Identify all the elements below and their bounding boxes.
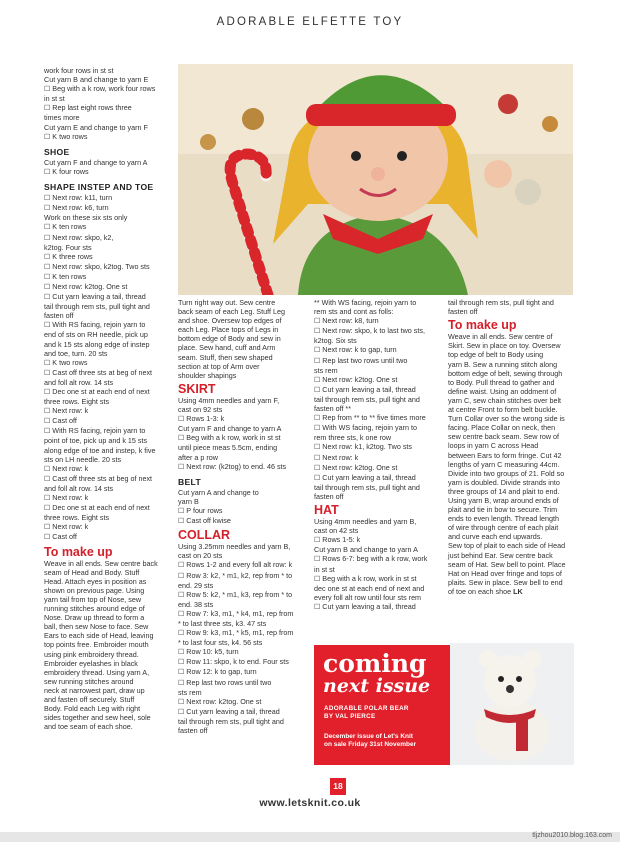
instruction-line-checkbox: ☐ Rep last eight rows three bbox=[44, 103, 172, 113]
instruction-line: fasten off bbox=[314, 491, 344, 501]
instruction-line: sts on LH needle. 20 sts bbox=[44, 454, 122, 464]
column-1 bbox=[44, 66, 172, 731]
body-line: Using yarn B, wrap around ends of bbox=[448, 495, 559, 505]
make-up-text bbox=[44, 559, 172, 732]
body-line: sides together and sew heel, sole bbox=[44, 713, 151, 723]
footer-bar bbox=[0, 832, 620, 842]
instruction-line-checkbox: ☐ Row 3: k2, * m1, k2, rep from * to bbox=[178, 571, 306, 581]
collar-heading: COLLAR bbox=[178, 528, 231, 543]
column-4 bbox=[448, 298, 576, 596]
instruction-line: in st st bbox=[314, 564, 335, 574]
instruction-line-checkbox: ☐ Next row: k2tog. One st bbox=[314, 375, 442, 385]
info-line: December issue of Let's Knit bbox=[324, 733, 413, 740]
skirt-heading: SKIRT bbox=[178, 381, 216, 396]
instruction-line: sts rem bbox=[178, 687, 202, 697]
instruction-line-checkbox: ☐ Next row: k2tog. One st bbox=[314, 463, 442, 473]
instruction-line-checkbox: ☐ With WS facing, rejoin yarn to bbox=[314, 423, 442, 433]
body-line: back seam of each Leg. Stuff Leg bbox=[178, 307, 285, 317]
instruction-line: tail through rem sts, pull tight and bbox=[314, 482, 420, 492]
body-line: plaits. Sew in place. Sew bell to end bbox=[448, 577, 563, 587]
instruction-line-checkbox: ☐ Row 11: skpo, k to end. Four sts bbox=[178, 657, 306, 667]
sign-off: LK bbox=[513, 586, 523, 596]
body-line: Weave in all ends. Sew centre of bbox=[448, 332, 553, 342]
instruction-line: yarn B bbox=[178, 496, 199, 506]
instruction-line: sts rem bbox=[314, 365, 338, 375]
instruction-line: fasten off bbox=[44, 311, 74, 321]
coming-next-issue-box bbox=[314, 645, 450, 765]
polar-bear-photo bbox=[450, 643, 574, 765]
instruction-line-checkbox: ☐ Next row: skpo, k2, bbox=[44, 233, 172, 243]
body-line: three groups of 14 and plait to end. bbox=[448, 486, 560, 496]
instruction-line: k2tog. Four sts bbox=[44, 242, 92, 252]
body-line-final bbox=[448, 587, 576, 596]
body-line: just behind Ear. Sew centre back bbox=[448, 550, 553, 560]
instruction-line-checkbox: ☐ Next row: k11, turn bbox=[44, 193, 172, 203]
instruction-line-checkbox: ☐ K ten rows bbox=[44, 222, 172, 232]
body-line: section at top of Arm over bbox=[178, 361, 260, 371]
instruction-line-checkbox: ☐ Next row: k1, k2tog. Two sts bbox=[314, 442, 442, 452]
body-line: seam. Stuff, then sew shaped bbox=[178, 352, 273, 362]
instruction-line-checkbox: ☐ Beg with a k row, work in st st bbox=[178, 433, 306, 443]
instruction-line-checkbox: ☐ Rows 1-5: k bbox=[314, 535, 442, 545]
body-line: yarn tail from top of Nose, sew bbox=[44, 594, 142, 604]
instruction-line: end. 38 sts bbox=[178, 599, 214, 609]
instruction-line: work four rows in st st bbox=[44, 66, 114, 75]
next-issue-subtitle bbox=[324, 705, 409, 721]
instruction-line-checkbox: ☐ Cast off three sts at beg of next bbox=[44, 474, 172, 484]
instruction-line: Cut yarn B and change to yarn A bbox=[314, 545, 418, 555]
next-issue-info bbox=[324, 733, 416, 749]
body-line: Embroider eyelashes in black bbox=[44, 658, 138, 668]
instruction-line-checkbox: ☐ Cut yarn leaving a tail, thread bbox=[314, 602, 442, 612]
body-line: Skirt. Sew in place on toy. Oversew bbox=[448, 341, 561, 351]
instruction-line: Cut yarn B and change to yarn E bbox=[44, 75, 149, 85]
instruction-line-checkbox: ☐ Next row: k6, turn bbox=[44, 203, 172, 213]
body-line: and toe seam of each shoe. bbox=[44, 722, 133, 732]
instruction-line-checkbox: ☐ Next row: k bbox=[314, 453, 442, 463]
instruction-line-checkbox: ☐ K ten rows bbox=[44, 272, 172, 282]
body-line: of wire through centre of each plait bbox=[448, 523, 559, 533]
instruction-line: tail through rem sts, pull tight and bbox=[44, 302, 150, 312]
body-line: plait and tie in bow to secure. Trim bbox=[448, 505, 558, 515]
col1-intro bbox=[44, 66, 172, 142]
instruction-line-checkbox: ☐ Next row: k8, turn bbox=[314, 316, 442, 326]
instruction-line-checkbox: ☐ Next row: k bbox=[44, 522, 172, 532]
instruction-line: after a p row bbox=[178, 452, 218, 462]
instruction-line: rem three sts, k one row bbox=[314, 433, 392, 443]
instruction-line-checkbox: ☐ Next row: k to gap, turn bbox=[314, 345, 442, 355]
body-line: Turn right way out. Sew centre bbox=[178, 298, 276, 307]
instruction-line-checkbox: ☐ Cast off bbox=[44, 416, 172, 426]
instruction-line: Cut yarn E and change to yarn F bbox=[44, 122, 148, 132]
instruction-line-checkbox: ☐ Next row: k2tog. One st bbox=[44, 282, 172, 292]
body-line: and shoe. Oversew top edges of bbox=[178, 316, 282, 326]
make-up-heading-2: To make up bbox=[448, 318, 517, 333]
instruction-line: along edge of toe and instep, k five bbox=[44, 445, 156, 455]
instruction-line-checkbox: ☐ Beg with a k row, work four rows bbox=[44, 84, 172, 94]
watermark: tljzhou2010.blog.163.com bbox=[532, 832, 612, 839]
next-issue-title: next issue bbox=[323, 675, 431, 697]
instruction-line-checkbox: ☐ K four rows bbox=[44, 167, 172, 177]
instruction-line-checkbox: ☐ Row 12: k to gap, turn bbox=[178, 667, 306, 677]
body-line: Sew top of plait to each side of Head bbox=[448, 541, 566, 551]
body-line: neck at narrowest part, draw up bbox=[44, 685, 145, 695]
instruction-line-checkbox: ☐ Cut yarn leaving a tail, thread bbox=[314, 385, 442, 395]
body-line: each Leg. Place tops of Legs in bbox=[178, 325, 279, 335]
instruction-line-checkbox: ☐ Next row: k2tog. One st bbox=[178, 697, 306, 707]
instruction-line: every foll alt row until four sts rem bbox=[314, 592, 422, 602]
body-line: Ears to each side of Head, leaving bbox=[44, 631, 154, 641]
elfette-photo bbox=[178, 64, 573, 295]
body-line: sew centre back seam. Sew row of bbox=[448, 432, 560, 442]
instruction-line: dec one st at each end of next and bbox=[314, 583, 425, 593]
instruction-line-checkbox: ☐ K two rows bbox=[44, 358, 172, 368]
body-line-text: of toe on each shoe bbox=[448, 586, 512, 596]
belt-heading: BELT bbox=[178, 476, 201, 487]
instep-heading: SHAPE INSTEP AND TOE bbox=[44, 182, 154, 193]
instruction-line-checkbox: ☐ With RS facing, rejoin yarn to bbox=[44, 426, 172, 436]
instruction-line-checkbox: ☐ Cast off kwise bbox=[178, 516, 306, 526]
instruction-line: until piece meas 5.5cm, ending bbox=[178, 443, 278, 453]
instruction-line-checkbox: ☐ Row 9: k3, m1, * k5, m1, rep from bbox=[178, 628, 306, 638]
instruction-line-checkbox: ☐ Rep last two rows until two bbox=[314, 356, 442, 366]
instruction-line-checkbox: ☐ Next row: skpo, k2tog. Two sts bbox=[44, 262, 172, 272]
instruction-line-checkbox: ☐ Row 5: k2, * m1, k3, rep from * to bbox=[178, 590, 306, 600]
instruction-line: tail through rem sts, pull tight and bbox=[178, 716, 284, 726]
instruction-line: cast on 92 sts bbox=[178, 405, 223, 415]
body-line: yarn C, sew chain stitches over belt bbox=[448, 395, 562, 405]
body-line: ends to even length. Thread length bbox=[448, 514, 559, 524]
body-line: top points free. Embroider mouth bbox=[44, 640, 149, 650]
body-line: seam of Head and Body. Stuff bbox=[44, 567, 140, 577]
instruction-line: Using 3.25mm needles and yarn B, bbox=[178, 542, 291, 552]
instruction-line-checkbox: ☐ Cut yarn leaving a tail, thread bbox=[314, 473, 442, 483]
body-line: sew running stitches around bbox=[44, 676, 134, 686]
instruction-line-checkbox: ☐ Rows 1-3: k bbox=[178, 414, 306, 424]
instruction-line: in st st bbox=[44, 94, 65, 104]
instruction-line: and foll alt row. 14 sts bbox=[44, 483, 114, 493]
page-number: 18 bbox=[330, 778, 346, 795]
body-line: top edge of belt to Body using bbox=[448, 350, 544, 360]
make-up-heading: To make up bbox=[44, 544, 113, 559]
instruction-line: and k 15 sts along edge of instep bbox=[44, 339, 150, 349]
instruction-line-checkbox: ☐ Rows 1-2 and every foll alt row: k bbox=[178, 560, 306, 570]
instruction-line-checkbox: ☐ Rows 6-7: beg with a k row, work bbox=[314, 554, 442, 564]
body-line: Nose. Draw up thread to form a bbox=[44, 613, 145, 623]
instruction-line: cast on 20 sts bbox=[178, 551, 223, 561]
instruction-line-checkbox: ☐ Next row: k bbox=[44, 464, 172, 474]
instruction-line-checkbox: ☐ Next row: k bbox=[44, 406, 172, 416]
subtitle-line: BY VAL PIERCE bbox=[324, 713, 376, 720]
body-line: Weave in all ends. Sew centre back bbox=[44, 558, 158, 568]
instruction-line: end. 29 sts bbox=[178, 580, 214, 590]
page-header-title: ADORABLE ELFETTE TOY bbox=[216, 16, 404, 28]
body-line: fasten off bbox=[448, 307, 478, 317]
instruction-line-checkbox: ☐ Row 7: k3, m1, * k4, m1, rep from bbox=[178, 609, 306, 619]
shoe-heading: SHOE bbox=[44, 146, 70, 157]
instruction-line-checkbox: ☐ Next row: (k2tog) to end. 46 sts bbox=[178, 462, 306, 472]
instruction-line-checkbox: ☐ K two rows bbox=[44, 132, 172, 142]
body-line: shown on previous page. Using bbox=[44, 585, 145, 595]
body-line: and fasten off securely. Stuff bbox=[44, 695, 135, 704]
instruction-line: Using 4mm needles and yarn B, bbox=[314, 517, 417, 527]
body-line: Body. Fold each Leg with right bbox=[44, 704, 141, 714]
instruction-line: k2tog. Six sts bbox=[314, 336, 357, 346]
body-line: running stitches around edge of bbox=[44, 604, 145, 614]
instruction-line-checkbox: ☐ Dec one st at each end of next bbox=[44, 503, 172, 513]
instruction-line: Work on these six sts only bbox=[44, 213, 128, 223]
instruction-line: * to last three sts, k3. 47 sts bbox=[178, 619, 267, 628]
instruction-line: Using 4mm needles and yarn F, bbox=[178, 395, 280, 405]
instruction-line: three rows. Eight sts bbox=[44, 397, 110, 407]
instruction-line: rem sts and cont as folls: bbox=[314, 307, 394, 317]
body-line: between Ears to form fringe. Cut 42 bbox=[448, 450, 562, 460]
instruction-line: cast on 42 sts bbox=[314, 526, 359, 536]
instruction-line: tail through rem sts, pull tight and bbox=[314, 394, 420, 404]
instruction-line-checkbox: ☐ K three rows bbox=[44, 252, 172, 262]
instruction-line: fasten off ** bbox=[314, 404, 352, 414]
column-2 bbox=[178, 298, 306, 735]
instruction-line-checkbox: ☐ Cast off three sts at beg of next bbox=[44, 368, 172, 378]
instruction-line-checkbox: ☐ With RS facing, rejoin yarn to bbox=[44, 320, 172, 330]
instruction-line-checkbox: ☐ Row 10: k5, turn bbox=[178, 647, 306, 657]
instep-list bbox=[44, 193, 172, 542]
body-line: using pink embroidery thread. bbox=[44, 649, 139, 659]
body-line: Hat on Head over fringe and tops of bbox=[448, 568, 562, 578]
instruction-line: Cut yarn A and change to bbox=[178, 487, 259, 497]
subtitle-line: ADORABLE POLAR BEAR bbox=[324, 705, 409, 712]
instruction-line-checkbox: ☐ Rep last two rows until two bbox=[178, 678, 306, 688]
instruction-line: times more bbox=[44, 113, 80, 123]
instruction-line-checkbox: ☐ Cut yarn leaving a tail, thread bbox=[44, 292, 172, 302]
body-line: tail through rem sts, pull tight and bbox=[448, 298, 554, 307]
body-line: Turn Collar over so the wrong side is bbox=[448, 414, 565, 424]
instruction-line-checkbox: ☐ Rep from ** to ** five times more bbox=[314, 413, 442, 423]
instruction-line-checkbox: ☐ Dec one st at each end of next bbox=[44, 387, 172, 397]
body-line: Head. Attach eyes in position as bbox=[44, 576, 147, 586]
instruction-line: and foll alt row. 14 sts bbox=[44, 377, 114, 387]
instruction-line-checkbox: ☐ Cast off bbox=[44, 532, 172, 542]
instruction-line: * to last four sts, k4. 56 sts bbox=[178, 638, 263, 648]
instruction-line: fasten off bbox=[178, 726, 208, 736]
body-line: to Body. Pull thread to gather and bbox=[448, 377, 555, 387]
body-line: Divide into two groups of 21. Fold so bbox=[448, 468, 565, 478]
body-line: seam of Hat. Sew bell to point. Place bbox=[448, 559, 566, 569]
body-line: place. Sew hand, cuff and Arm bbox=[178, 343, 276, 353]
instruction-line-checkbox: ☐ Next row: k bbox=[44, 493, 172, 503]
body-line: at centre Front to form belt buckle. bbox=[448, 405, 558, 415]
instruction-line-checkbox: ☐ Next row: skpo, k to last two sts, bbox=[314, 326, 442, 336]
instruction-line: three rows. Eight sts bbox=[44, 513, 110, 523]
instruction-line-checkbox: ☐ Beg with a k row, work in st st bbox=[314, 574, 442, 584]
instruction-line-checkbox: ☐ P four rows bbox=[178, 506, 306, 516]
body-line: bottom edge of Body and sew in bbox=[178, 334, 281, 344]
instruction-line: point of toe, pick up and k 15 sts bbox=[44, 436, 148, 446]
body-line: bottom edge of belt, sewing through bbox=[448, 368, 563, 378]
instruction-line: Cut yarn F and change to yarn A bbox=[44, 157, 148, 167]
website-url: www.letsknit.co.uk bbox=[259, 797, 361, 809]
body-line: loops in yarn C across Head bbox=[448, 441, 539, 451]
column-3 bbox=[314, 298, 442, 612]
body-line: embroidery thread. Using yarn A, bbox=[44, 667, 150, 677]
instruction-line-checkbox: ☐ Cut yarn leaving a tail, thread bbox=[178, 707, 306, 717]
instruction-line: and toe, turn. 20 sts bbox=[44, 348, 108, 358]
hat-heading: HAT bbox=[314, 502, 339, 517]
body-line: yarn is doubled. Divide strands into bbox=[448, 477, 560, 487]
instruction-line: Cut yarn F and change to yarn A bbox=[178, 424, 282, 434]
body-line: yarn B. Sew a running stitch along bbox=[448, 359, 558, 369]
body-line: facing. Place Collar on neck, then bbox=[448, 423, 556, 433]
instruction-line: ** With WS facing, rejoin yarn to bbox=[314, 298, 417, 307]
body-line: and curve each end upwards. bbox=[448, 532, 543, 542]
body-line: lengths of yarn C measuring 44cm. bbox=[448, 459, 560, 469]
body-line: shoulder shapings bbox=[178, 370, 237, 380]
coming-title: coming bbox=[323, 649, 427, 678]
info-line: on sale Friday 31st November bbox=[324, 741, 417, 749]
body-line: define waist. Using an oddment of bbox=[448, 386, 557, 396]
body-line: ball, then sew Nose to face. Sew bbox=[44, 622, 149, 632]
instruction-line: end of sts on RH needle, pick up bbox=[44, 330, 148, 340]
